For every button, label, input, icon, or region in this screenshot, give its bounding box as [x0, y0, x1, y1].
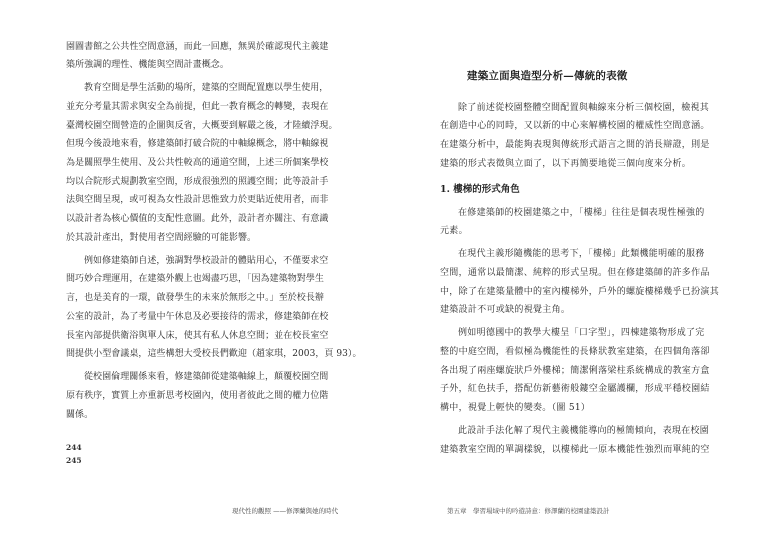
text-line: 原有秩序，實質上亦重新思考校園內，使用者彼此之間的權力位階	[66, 390, 329, 401]
paragraph	[440, 204, 712, 241]
text-line: 並充分考量其需求與安全為前提，但此一教育概念的轉變，表現在	[66, 101, 329, 112]
paragraph	[66, 252, 362, 364]
subsection-title: 1. 樓梯的形式角色	[440, 183, 520, 195]
text-line: 但現今後設地來看，修建築師打破合院的中軸線概念，將中軸線視	[66, 139, 329, 150]
left-page-body	[66, 38, 362, 425]
text-line: 此設計手法化解了現代主義機能導向的極簡傾向，表現在校園	[458, 425, 710, 436]
text-line: 言，也是美育的一環，啟發學生的未來於無形之中。」至於校長辦	[66, 293, 324, 304]
text-line: 法與空間呈現，或可視為女性設計思惟致力於更貼近使用者，而非	[66, 195, 329, 206]
text-line: 例如明德國中的教學大樓呈「口字型」，四棟建築物形成了完	[458, 328, 705, 339]
text-line: 築所強調的理性、機能與空間計畫概念。	[66, 60, 229, 71]
text-line: 於其設計產出，對使用者空間經驗的可能影響。	[66, 232, 257, 243]
paragraph	[440, 324, 712, 417]
text-line: 均以合院形式規劃教室空間，形成很強烈的照護空間；此等設計手	[66, 176, 329, 187]
text-line: 公室的設計，為了考量中午休息及必要接待的需求，修建築師在校	[66, 311, 329, 322]
text-line: 空間，通常以最簡潔、純粹的形式呈現。但在修建築師的許多作品	[440, 267, 710, 278]
paragraph	[440, 422, 712, 459]
text-line: 在修建築師的校園建築之中，「樓梯」往往是個表現性極強的	[458, 207, 705, 218]
paragraph	[440, 245, 720, 320]
text-line: 以設計者為核心價值的支配性意圖。此外，設計者亦關注、有意識	[66, 214, 329, 225]
text-line: 長室內部提供衛浴與單人床，使其有私人休息空間；並在校長室空	[66, 330, 329, 341]
text-line: 關係。	[66, 409, 94, 420]
text-line: 在現代主義形隨機能的思考下，「樓梯」此類機能明確的服務	[458, 249, 705, 260]
text-line: 從校園倫理關係來看，修建築師從建築軸線上，顛覆校園空間	[84, 372, 329, 383]
text-line: 園圖書館之公共性空間意涵，而此一回應，無異於確認現代主義建	[66, 41, 329, 52]
page-number-right: 245	[66, 456, 82, 465]
text-line: 構中，視覺上輕快的變奏。（圖 51）	[440, 402, 591, 413]
section-title: 建築立面與造型分析—傳統的表徵	[467, 70, 628, 82]
text-line: 元素。	[440, 226, 468, 237]
text-line: 在建築分析中，最能夠表現與傳統形式語言之間的消長辯證，則是	[440, 139, 710, 150]
paragraph	[66, 368, 330, 424]
text-line: 建築教室空間的單調樣貌，以樓梯此一原本機能性強烈而單純的空	[440, 444, 710, 455]
paragraph	[440, 99, 712, 174]
text-line: 間提供小型會議桌，這些構想大受校長們歡迎（趙家琪，2003，頁 93）。	[66, 349, 362, 360]
page-number-left: 244	[66, 443, 82, 452]
text-line: 在創造中心的同時，又以新的中心來解構校園的權威性空間意涵。	[440, 121, 710, 132]
text-line: 各出現了兩座螺旋狀戶外樓梯；簡潔俐落梁柱系統構成的教室方盒	[440, 365, 710, 376]
paragraph	[66, 79, 338, 247]
text-line: 間巧妙合理運用，在建築外觀上也竭盡巧思，「因為建築物對學生	[66, 274, 324, 285]
running-footer-left: 現代性的觀照 ——修澤蘭與她的時代	[232, 507, 339, 515]
text-line: 中，除了在建築量體中的室內樓梯外，戶外的螺旋樓梯幾乎已扮演其	[440, 286, 720, 297]
text-line: 建築的形式表徵與立面了，以下再簡要地從三個向度來分析。	[440, 158, 692, 169]
text-line: 子外，紅色扶手，搭配仿新藝術般鏤空金屬護欄，形成平穩校園結	[440, 384, 710, 395]
running-footer-right: 第五章 學習場域中的吟遊詩意：修澤蘭的校園建築設計	[447, 507, 610, 515]
text-line: 教育空間是學生活動的場所，建築的空間配置應以學生使用，	[84, 83, 329, 94]
text-line: 例如修建築師自述，強調對學校設計的體貼用心，不僅要求空	[84, 255, 329, 266]
right-page-body	[440, 99, 720, 460]
text-line: 整的中庭空間，看似極為機能性的長條狀教室建築，在四個角落卻	[440, 346, 710, 357]
text-line: 臺灣校園空間營造的企圖與反省，大概要到解嚴之後，才陸續浮現。	[66, 120, 338, 131]
text-line: 除了前述從校園整體空間配置與軸線來分析三個校園，檢視其	[458, 102, 710, 113]
text-line: 建築設計不可或缺的視覺主角。	[440, 305, 571, 316]
text-line: 為是關照學生使用、及公共性較高的通道空間，上述三所個案學校	[66, 158, 329, 169]
paragraph	[66, 38, 330, 75]
